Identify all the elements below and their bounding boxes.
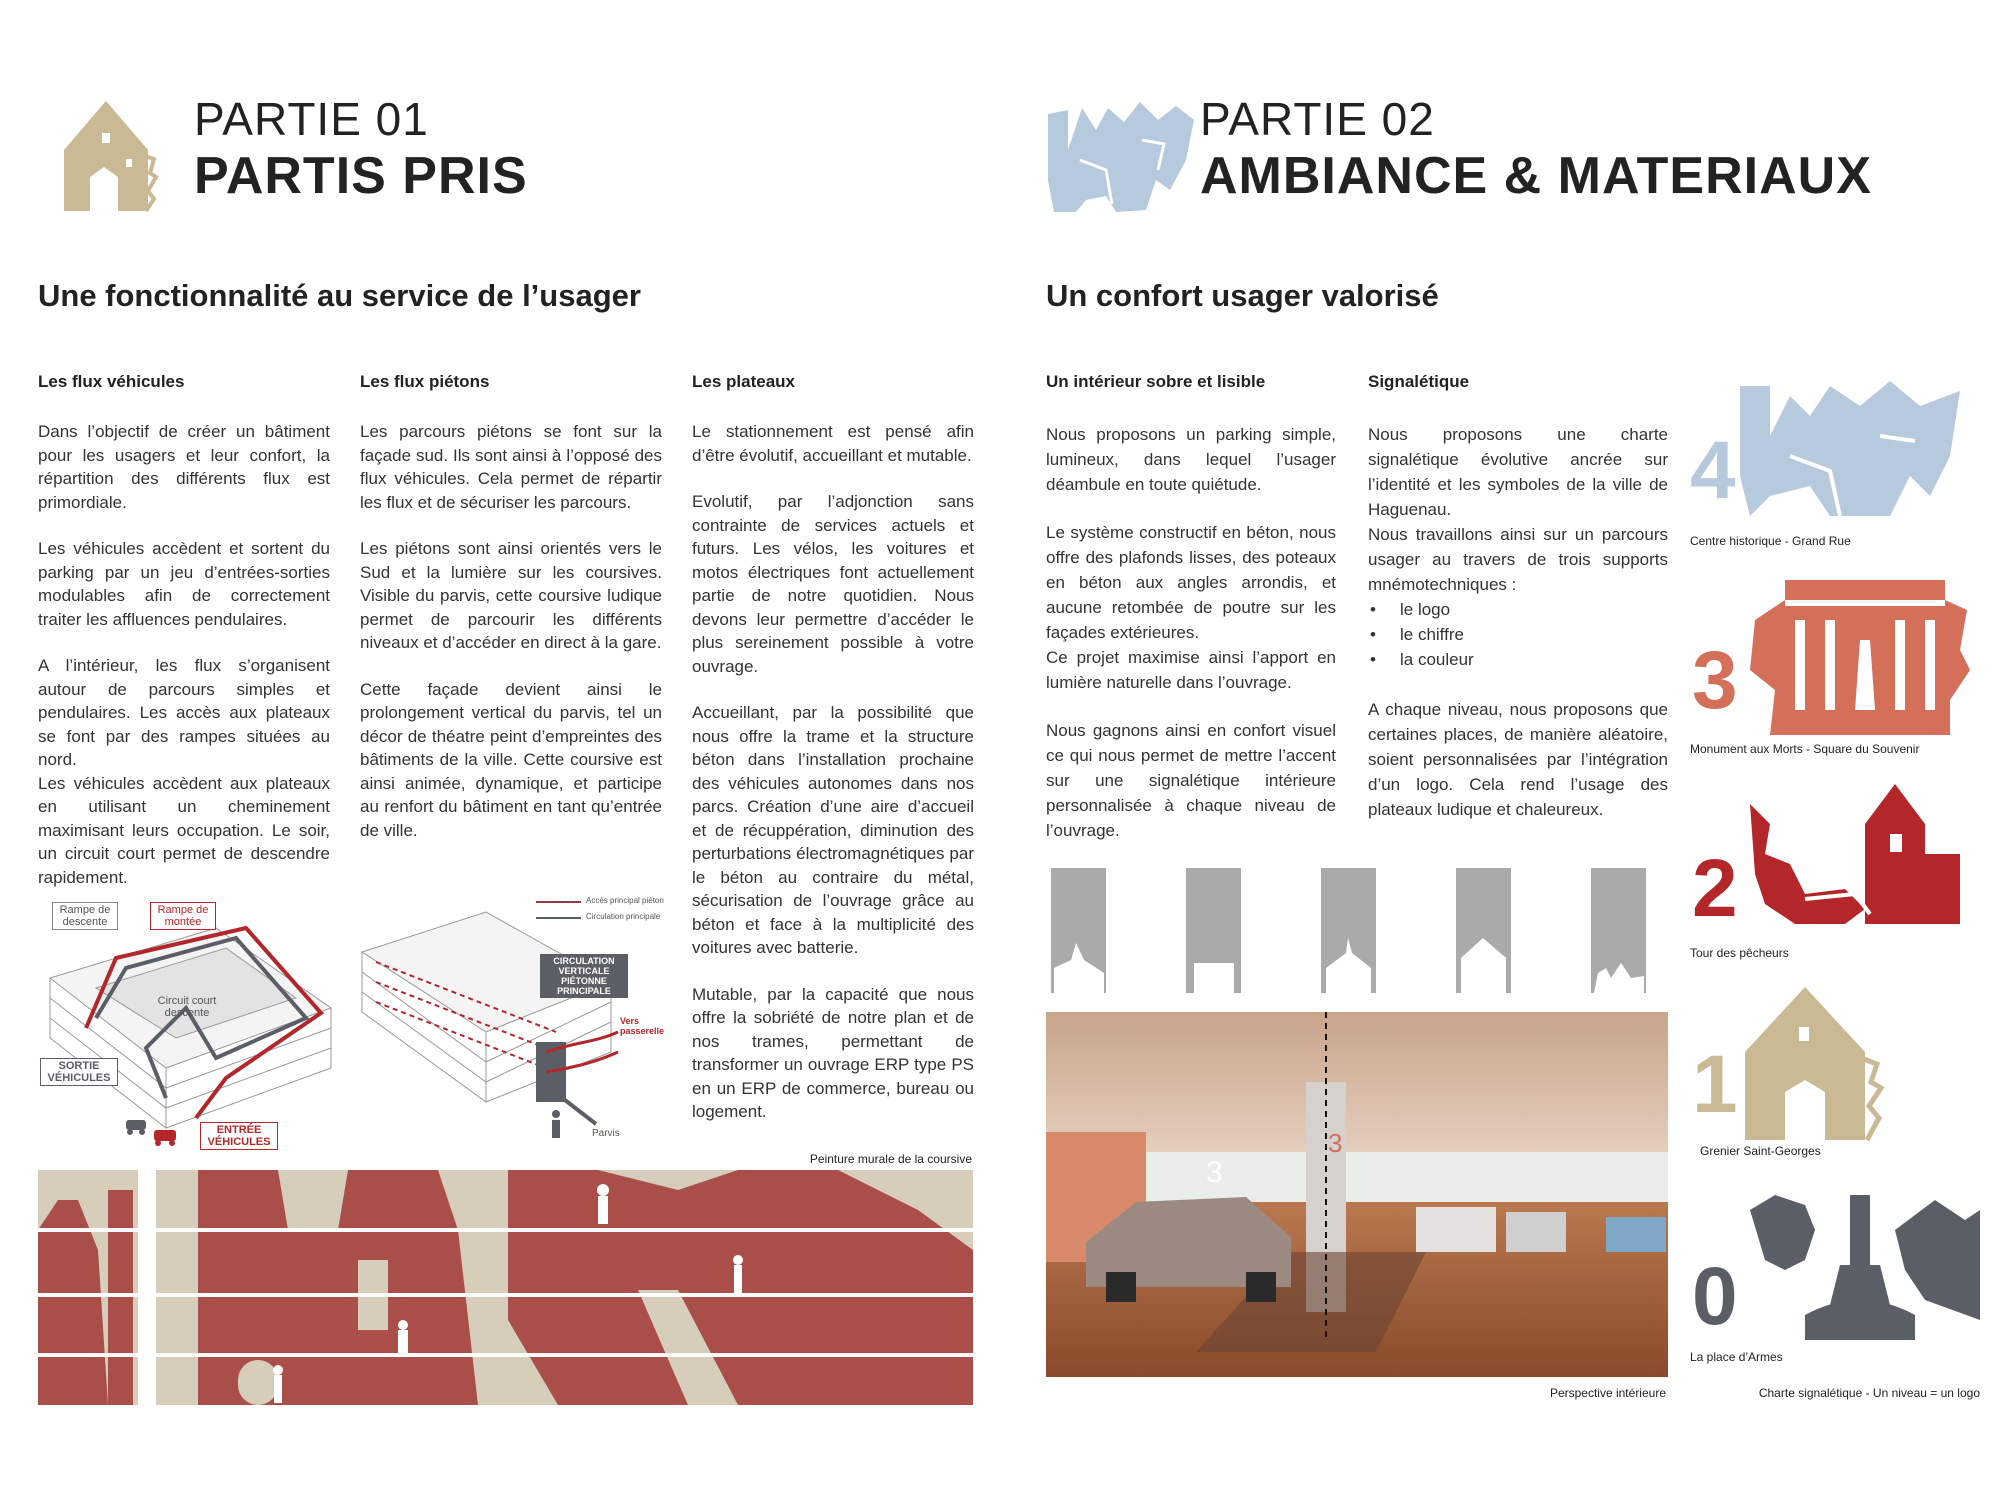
col-pietons-text: [360, 420, 662, 865]
col-interieur-heading: Un intérieur sobre et lisible: [1046, 372, 1266, 391]
level-number: 1: [1692, 1039, 1738, 1130]
paragraph: Accueillant, par la possibilité que nous offre la trame et la structure béton dans l’installation prochaine des véhicules autonomes dans nos parcs. Création d’une aire d’accueil et de récuppération, diminution des perturbations électromagnétiques par le béton au contraire du métal, sécurisation de l’ouvrage grâce au béton et face à la multiplicité des voitures avec batterie.: [692, 703, 974, 957]
mural-caption: Peinture murale de la coursive: [809, 1152, 972, 1166]
level-number: 4: [1690, 425, 1736, 516]
interior-perspective-render: [1046, 1012, 1668, 1377]
paragraph: Dans l’objectif de créer un bâtiment pour les usagers et leur confort, la répartition des différents flux est primordiale.: [38, 422, 330, 512]
col-pietons-heading: Les flux piétons: [360, 372, 490, 391]
col-signaletique-heading: Signalétique: [1368, 372, 1470, 391]
tour-des-pecheurs-icon: [1745, 784, 1975, 934]
label-rampe-descente: Rampe de descente: [52, 902, 118, 930]
render-pillar-number: 3: [1328, 1128, 1343, 1158]
part1-title: PARTIS PRIS: [194, 147, 528, 205]
vehicle-flow-diagram: [36, 898, 346, 1160]
level-caption: Monument aux Morts - Square du Souvenir: [1690, 742, 1920, 756]
person-icon: [552, 1110, 560, 1138]
centre-historique-icon: [1730, 376, 1980, 526]
paragraph: Ce projet maximise ainsi l’apport en lumière naturelle dans l’ouvrage.: [1046, 648, 1336, 692]
parking-sign-banners: [1046, 868, 1666, 998]
label-sortie: SORTIE VÉHICULES: [40, 1058, 118, 1086]
label-entree: ENTRÉE VÉHICULES: [200, 1122, 278, 1150]
render-sign-number: 3: [1206, 1156, 1223, 1189]
label-rampe-montee: Rampe de montée: [150, 902, 216, 930]
level-number: 3: [1692, 635, 1738, 726]
grenier-saint-georges-icon: [1735, 982, 1885, 1144]
place-d-armes-icon: [1745, 1190, 1985, 1345]
perspective-caption: Perspective intérieure: [1549, 1386, 1666, 1400]
part2-title: AMBIANCE & MATERIAUX: [1200, 147, 1872, 205]
col-plateaux-text: [692, 420, 974, 1147]
paragraph: Les véhicules accèdent et sortent du parking par un jeu d’entrées-sorties modulables afin de correctement traiter les affluences pendulaires.: [38, 539, 330, 629]
col-plateaux-heading: Les plateaux: [692, 372, 795, 391]
grenier-logo-icon: [46, 95, 166, 215]
part1-number: PARTIE 01: [194, 93, 429, 145]
paragraph: Cette façade devient ainsi le prolongement vertical du parvis, tel un décor de théatre peint d’empreintes des bâtiments de la ville. Cette coursive est ainsi animée, dynamique, et participe au renfort du bâtiment en tant qu’entrée de ville.: [360, 679, 662, 840]
paragraph: Les véhicules accèdent aux plateaux en utilisant un cheminement maximisant leurs occupation. Le soir, un circuit court permet de descendre rapidement.: [38, 773, 330, 887]
level-number: 2: [1692, 843, 1738, 934]
legend-acces-pieton: Accès principal piéton: [586, 896, 664, 905]
paragraph: Les piétons sont ainsi orientés vers le Sud et la lumière sur les coursives. Visible du parvis, cette coursive ludique permet de parcourir les différents niveaux et d’accéder en direct à la gare.: [360, 539, 662, 652]
level-caption: La place d’Armes: [1690, 1350, 1783, 1364]
paragraph: Les parcours piétons se font sur la façade sud. Ils sont ainsi à l’opposé des flux véhicules. Cela permet de répartir les flux et de sécuriser les parcours.: [360, 422, 662, 512]
paragraph: Nous proposons un parking simple, lumineux, dans lequel l’usager déambule en toute quiétude.: [1046, 425, 1336, 494]
mural-image: [38, 1170, 973, 1405]
legend-circulation: Circulation principale: [586, 912, 661, 921]
paragraph: A l’intérieur, les flux s’organisent autour de parcours simples et pendulaires. Les accès aux plateaux se font par des rampes situées au nord.: [38, 656, 330, 769]
part2-number: PARTIE 02: [1200, 93, 1435, 145]
monument-aux-morts-icon: [1745, 570, 1970, 740]
paragraph: Mutable, par la capacité que nous offre la sobriété de notre plan et de nos trames, permettant de transformer un ouvrage ERP type PS en un ERP de commerce, bureau ou logement.: [692, 984, 974, 1121]
monument-icon: [1194, 963, 1234, 993]
paragraph: Nous proposons une charte signalétique évolutive ancrée sur l’identité et les symboles de la ville de Haguenau.: [1368, 425, 1668, 519]
level-caption: Grenier Saint-Georges: [1700, 1144, 1821, 1158]
part1-section-title: Une fonctionnalité au service de l’usager: [38, 278, 641, 313]
level-caption: Tour des pêcheurs: [1690, 946, 1789, 960]
paragraph: Evolutif, par l’adjonction sans contrainte de services actuels et futurs. Les vélos, les voitures et motos électriques font actuellement partie de notre quotidien. Nous devons leur permettre d’accéder le plus sereinement possible à votre ouvrage.: [692, 492, 974, 676]
part2-section-title: Un confort usager valorisé: [1046, 278, 1439, 313]
label-circulation-verticale: CIRCULATION VERTICALE PIÉTONNE PRINCIPALE: [540, 954, 628, 998]
paragraph: A chaque niveau, nous proposons que certaines places, de manière aléatoire, soient personnalisées par l’intégration d’un logo. Cela rend l’usage des plateaux ludique et chaleureux.: [1368, 700, 1668, 819]
col-interieur-text: [1046, 422, 1336, 866]
charte-caption: Charte signalétique - Un niveau = un logo: [1758, 1386, 1980, 1400]
label-parvis: Parvis: [592, 1128, 620, 1139]
paragraph: Le système constructif en béton, nous offre des plafonds lisses, des poteaux en béton aux angles arrondis, et aucune retombée de poutre sur les façades extérieures.: [1046, 523, 1336, 642]
paragraph: Nous travaillons ainsi sur un parcours usager au travers de trois supports mnémotechniques :: [1368, 525, 1668, 594]
label-vers-passerelle: Vers passerelle: [620, 1016, 665, 1036]
paragraph: Nous gagnons ainsi en confort visuel ce qui nous permet de mettre l’accent sur une signalétique intérieure personnalisée à chaque niveau de l’ouvrage.: [1046, 721, 1336, 840]
car-icon: [154, 1130, 176, 1146]
level-caption: Centre historique - Grand Rue: [1690, 534, 1851, 548]
paragraph: Le stationnement est pensé afin d’être évolutif, accueillant et mutable.: [692, 422, 974, 465]
support-list: [1368, 597, 1668, 672]
car-icon: [126, 1120, 146, 1135]
centre-historique-logo-icon: [1046, 100, 1196, 215]
col-vehicules-heading: Les flux véhicules: [38, 372, 185, 391]
col-signaletique-text: [1368, 422, 1668, 845]
list-item: • le logo: [1368, 597, 1668, 622]
list-item: • la couleur: [1368, 647, 1668, 672]
list-item: • le chiffre: [1368, 622, 1668, 647]
col-vehicules-text: [38, 420, 330, 912]
level-number: 0: [1692, 1251, 1738, 1342]
label-circuit-court: Circuit court descente: [157, 995, 217, 1019]
